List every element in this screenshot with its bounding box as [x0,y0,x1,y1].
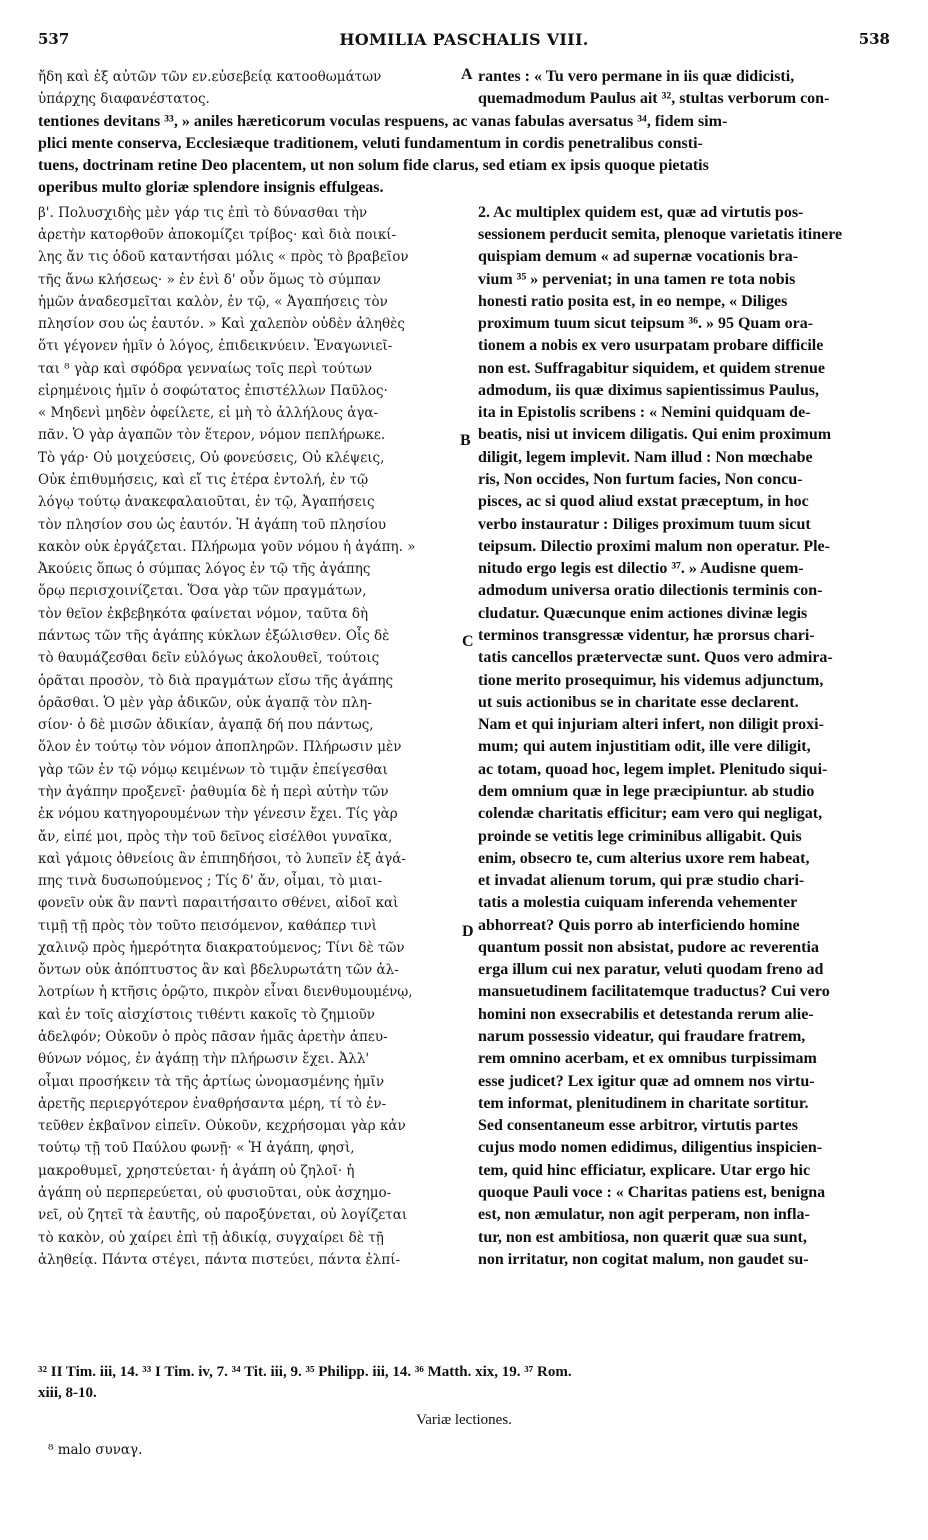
greek-line: ἄν, εἰπέ μοι, πρὸς τὴν τοῦ δεῖνος εἰσέλθοι γυναῖκα, [38,828,393,845]
variae-lectiones-heading: Variæ lectiones. [416,1412,512,1428]
greek-line: ται ⁸ γὰρ καὶ σφόδρα γενναίως τοῖς περὶ τούτων [38,360,373,377]
greek-line: καὶ ἐν τοῖς αἰσχίστοις τιθέντι κακοῖς τὸ ζημιοῦν [38,1006,375,1023]
latin-line: erga illum cui nex paratur, veluti quodam freno ad [478,961,824,979]
greek-line: εἰρημένοις ἡμῖν ὁ σοφώτατος ἐπιστέλλων Παῦλος· [38,382,388,399]
latin-line: cujus modo nomen edidimus, diligentius inspicien- [478,1139,823,1157]
greek-line: μακροθυμεῖ, χρηστεύεται· ἡ ἀγάπη οὐ ζηλοῖ· ἡ [38,1162,355,1179]
latin-line: esse judicet? Lex igitur quæ ad omnem nos virtu- [478,1072,815,1090]
page-header [38,30,890,60]
footnotes [38,1362,898,1404]
greek-line: σίον· ὁ δὲ μισῶν ἀδικίαν, ἀγαπᾷ δή που πάντως, [38,717,374,734]
latin-line: verbo instauratur : Diliges proximum tuum sicut [478,515,811,533]
latin-line: vium ³⁵ » perveniat; in una tamen re tota nobis [478,270,796,288]
latin-line: proinde se vetitis lege criminibus alligabit. Quis [478,827,802,845]
full-width-line: tentiones devitans ³³, » aniles hæreticorum voculas respuens, ac vanas fabulas aversatus ³⁴, fidem sim- [38,112,728,130]
full-width-line: operibus multo gloriæ splendore insignis effulgeas. [38,179,384,197]
greek-line: λοτρίων ἡ κτῆσις ὀρῷτο, πικρὸν εἶναι διενθυμουμένῳ, [38,984,413,1001]
latin-line: tionem a nobis ex vero usurpatam probare difficile [478,337,824,355]
full-width-line: tuens, doctrinam retine Deo placentem, ut non solum fide clarus, sed etiam ex ipsis quoque pietatis [38,157,709,175]
greek-line: τὸν πλησίον σου ὡς ἑαυτόν. Ἡ ἀγάπη τοῦ πλησίου [38,516,387,533]
margin-letter: B [460,432,471,450]
latin-line: rem omnino acerbam, et ex omnibus turpissimam [478,1050,817,1068]
greek-line: ὁρᾶσθαι. Ὁ μὲν γὰρ ἀδικῶν, οὐκ ἀγαπᾷ τὸν πλη- [38,694,372,711]
latin-line: ris, Non occides, Non furtum facies, Non concu- [478,471,803,489]
latin-line: nitudo ergo legis est dilectio ³⁷. » Audisne quem- [478,560,804,578]
latin-line: beatis, nisi ut invicem diligatis. Qui enim proximum [478,426,832,444]
right-page-number: 538 [858,30,890,48]
latin-line: admodum universa oratio dilectionis terminis con- [478,582,823,600]
latin-line: colendæ charitatis efficitur; eam vero qui negligat, [478,805,823,823]
latin-line: terminos transgressæ videntur, hæ prorsus chari- [478,627,815,644]
latin-line: tatis a molestia cuiquam inferenda vehementer [478,894,798,912]
greek-line: ἐκ νόμου κατηγορουμένων τὴν γένεσιν ἔχει. Τίς γὰρ [38,806,398,823]
latin-line: tur, non est ambitiosa, non quærit quæ sua sunt, [478,1228,807,1246]
greek-line: τῆς ἄνω κλήσεως· » ἐν ἑνὶ δ' οὖν ὅμως τὸ σύμπαν [38,271,381,288]
greek-line: τεῦθεν ἐκβαῖνον εἰπεῖν. Οὐκοῦν, κεχρήσομαι γὰρ κἀν [38,1118,406,1135]
greek-line: γὰρ τῶν ἐν τῷ νόμῳ κειμένων τὸ τιμᾷν ἐπείγεσθαι [38,761,388,778]
latin-line: pisces, ac si quod aliud exstat præceptum, in hoc [478,493,809,511]
latin-line: tem, quid hinc efficiatur, explicare. Utar ergo hic [478,1161,811,1179]
greek-line: κακὸν οὐκ ἐργάζεται. Πλήρωμα γοῦν νόμου ἡ ἀγάπη. » [38,538,416,555]
latin-line: enim, obsecro te, cum alterius uxore rem habeat, [478,849,810,867]
latin-line: mum; qui autem injustitiam odit, ille vere diligit, [478,738,811,756]
latin-line: non irritatur, non cogitat malum, non gaudet su- [478,1250,809,1268]
greek-line: ἀρετὴν κατορθοῦν ἀποκομίζει τρίβος· καὶ διὰ ποικί- [38,226,397,243]
greek-line: πλησίον σου ὡς ἑαυτόν. » Καὶ χαλεπὸν οὐδὲν ἀληθὲς [38,316,405,333]
greek-line: ἤδη καὶ ἐξ αὐτῶν τῶν εν.εὐσεβείᾳ κατοοθωμάτων [38,69,382,85]
latin-line: quispiam demum « ad supernæ vocationis bra- [478,248,799,266]
greek-line: ἀληθείᾳ. Πάντα στέγει, πάντα πιστεύει, πάντα ἐλπί- [38,1251,401,1268]
greek-line: ἀγάπη οὐ περπερεύεται, οὐ φυσιοῦται, οὐκ ἀσχημο- [38,1185,392,1201]
latin-line: quemadmodum Paulus ait ³², stultas verborum con- [478,90,830,108]
latin-line: tem informat, plenitudinem in charitate sortitur. [478,1094,809,1112]
margin-letter: A [461,66,473,83]
latin-line: proximum tuum sicut teipsum ³⁶. » 95 Quam ora- [478,315,814,333]
latin-line: abhorreat? Quis porro ab interficiendo homine [478,916,800,934]
latin-line: ac totam, quoad hoc, legem implet. Plenitudo siqui- [478,760,828,778]
latin-line: et invadat alienum torum, qui præ studio chari- [478,872,805,890]
greek-line: Ἀκούεις ὅπως ὁ σύμπας λόγος ἐν τῷ τῆς ἀγάπης [38,561,371,578]
left-page-number: 537 [38,30,70,48]
latin-line: sessionem perducit semita, plenoque varietatis itinere [478,225,843,243]
greek-line: πάντως τῶν τῆς ἀγάπης κύκλων ἐξώλισθεν. Οἷς δὲ [38,628,390,644]
greek-line: ὅλον ἐν τούτῳ τὸν νόμον ἀποπληρῶν. Πλήρωσιν μὲν [38,739,402,756]
latin-line: ut suis actionibus se in charitate esse declarent. [478,693,799,711]
latin-line: diligit, legem implevit. Nam illud : Non mœchabe [478,448,813,466]
greek-line: τὸ κακὸν, οὐ χαίρει ἐπὶ τῇ ἀδικίᾳ, συγχαίρει δὲ τῇ [38,1229,384,1246]
greek-line: Οὐκ ἐπιθυμήσεις, καὶ εἴ τις ἑτέρα ἐντολή, ἐν τῷ [38,472,369,489]
greek-line: νεῖ, οὐ ζητεῖ τὰ ἑαυτῆς, οὐ παροξύνεται, οὐ λογίζεται [38,1207,408,1224]
greek-line: θύνων νόμος, ἐν ἀγάπῃ τὴν πλήρωσιν ἔχει. Ἀλλ' [38,1051,370,1068]
latin-line: admodum, iis quæ diximus sapientissimus Paulus, [478,381,819,399]
variae-lectiones-note: ⁸ malo συναγ. [48,1442,143,1458]
greek-line: Τὸ γάρ· Οὐ μοιχεύσεις, Οὐ φονεύσεις, Οὐ κλέψεις, [38,449,385,466]
greek-line: ἡμῶν ἀναδεσμεῖται καλὸν, ἐν τῷ, « Ἀγαπήσεις τὸν [38,293,388,310]
greek-line: τιμῇ τῇ πρὸς τὸν τοῦτο πεισόμενον, καθάπερ τινὶ [38,917,377,934]
margin-letter: C [462,633,474,650]
greek-line: ὄντων οὐκ ἀπόπτυστος ἂν καὶ βδελυρωτάτη τῶν ἀλ- [38,962,399,979]
latin-line: quantum possit non absistat, pudore ac reverentia [478,938,819,956]
greek-line: φονεῖν οὐκ ἂν παντὶ παραιτήσαιτο σθένει, αἰδοῖ καὶ [38,895,399,912]
greek-line: ὑπάρχης διαφανέστατος. [38,91,210,108]
latin-line: cludatur. Quæcunque enim actiones divinæ legis [478,604,808,622]
greek-line: τὸ θαυμάζεσθαι δεῖν εὐλόγως ἀκολουθεῖ, τούτοις [38,650,380,667]
greek-line: ἀδελφόν; Οὐκοῦν ὁ πρὸς πᾶσαν ἡμᾶς ἀρετὴν ἀπευ- [38,1029,388,1046]
greek-line: « Μηδενὶ μηδὲν ὀφείλετε, εἰ μὴ τὸ ἀλλήλους ἀγα- [38,405,379,422]
greek-line: λόγῳ τούτῳ ἀνακεφαλαιοῦται, ἐν τῷ, Ἀγαπήσεις [38,494,375,511]
greek-line: πης τινὰ δυσωπούμενος ; Τίς δ' ἄν, οἶμαι, τὸ μιαι- [38,873,383,890]
latin-line: narum possessio videatur, qui fraudare fratrem, [478,1028,806,1046]
greek-line: χαλινῷ πρὸς ἡμερότητα διακρατούμενος; Τίνι δὲ τῶν [38,939,405,956]
latin-line: dem omnium quæ in lege præcipiuntur. ab studio [478,782,815,800]
greek-line: καὶ γάμοις ὀθνείοις ἂν ἐπιπηδήσοι, τὸ λυπεῖν ἐξ ἀγά- [38,850,406,867]
latin-line: non est. Suffragabitur siquidem, et quidem strenue [478,359,825,377]
latin-line: tatis cancellos prætervectæ sunt. Quos vero admira- [478,649,833,667]
margin-letter: D [462,922,474,940]
running-title: HOMILIA PASCHALIS VIII. [339,30,589,49]
greek-line: τούτῳ τῇ τοῦ Παύλου φωνῇ· « Ἡ ἀγάπη, φησὶ, [38,1140,355,1157]
greek-line: ὅρῳ περισχοινίζεται. Ὅσα γὰρ τῶν πραγμάτων, [38,583,367,600]
latin-line: rantes : « Tu vero permane in iis quæ didicisti, [478,68,795,85]
latin-line: est, non æmulatur, non agit perperam, non infla- [478,1206,810,1224]
full-width-line: plici mente conserva, Ecclesiæque traditionem, veluti fundamentum in cordis penetralibus consti- [38,134,703,152]
latin-line: Nam et qui injuriam alteri infert, non diligit proxi- [478,716,824,734]
footnote-line: ³² II Tim. iii, 14. ³³ I Tim. iv, 7. ³⁴ Tit. iii, 9. ³⁵ Philipp. iii, 14. ³⁶ Matth. xix, 19. ³⁷ Rom. [38,1364,572,1380]
greek-line: ὅτι γέγονεν ἡμῖν ὁ λόγος, ἐπιδεικνύειν. Ἐναγωνιεῖ- [38,338,393,355]
greek-line: οἶμαι προσήκειν τὰ τῆς ἀρτίως ὠνομασμένης ἡμῖν [38,1073,385,1090]
latin-line: Sed consentaneum esse arbitror, virtutis partes [478,1117,798,1135]
greek-line: ἀρετῆς περιεργότερον ἐναθρήσαντα μέρη, τί τὸ ἐν- [38,1095,387,1112]
greek-line: λης ἄν τις ὁδοῦ καταντήσαι μόλις « πρὸς τὸ βραβεῖον [38,249,409,266]
latin-line: quoque Pauli voce : « Charitas patiens est, benigna [478,1184,826,1201]
latin-line: ita in Epistolis scribens : « Nemini quidquam de- [478,404,811,422]
footnote-line: xiii, 8-10. [38,1385,97,1401]
latin-line: mansuetudinem facilitatemque traductus? Cui vero [478,983,830,1001]
latin-line: 2. Ac multiplex quidem est, quæ ad virtutis pos- [478,203,804,221]
latin-line: teipsum. Dilectio proximi malum non operatur. Ple- [478,537,830,555]
greek-line: β'. Πολυσχιδὴς μὲν γάρ τις ἐπὶ τὸ δύνασθαι τὴν [38,204,368,221]
greek-line: ὁρᾶται προσὸν, τὸ διὰ πραγμάτων εἴσω τῆς ἀγάπης [38,672,394,689]
greek-line: τὸν θεῖον ἐκβεβηκότα φαίνεται νόμον, ταῦτα δὴ [38,605,369,622]
latin-line: tione merito prosequimur, his videmus adjunctum, [478,671,824,689]
greek-line: πᾶν. Ὁ γὰρ ἀγαπῶν τὸν ἕτερον, νόμον πεπλήρωκε. [38,427,386,444]
latin-line: honesti ratio posita est, in eo nempe, « Diliges [478,292,788,310]
latin-line: homini non exsecrabilis et detestanda rerum alie- [478,1005,814,1023]
greek-line: τὴν ἀγάπην προξενεῖ· ῥαθυμία δὲ ἡ περὶ αὐτὴν τῶν [38,783,389,800]
